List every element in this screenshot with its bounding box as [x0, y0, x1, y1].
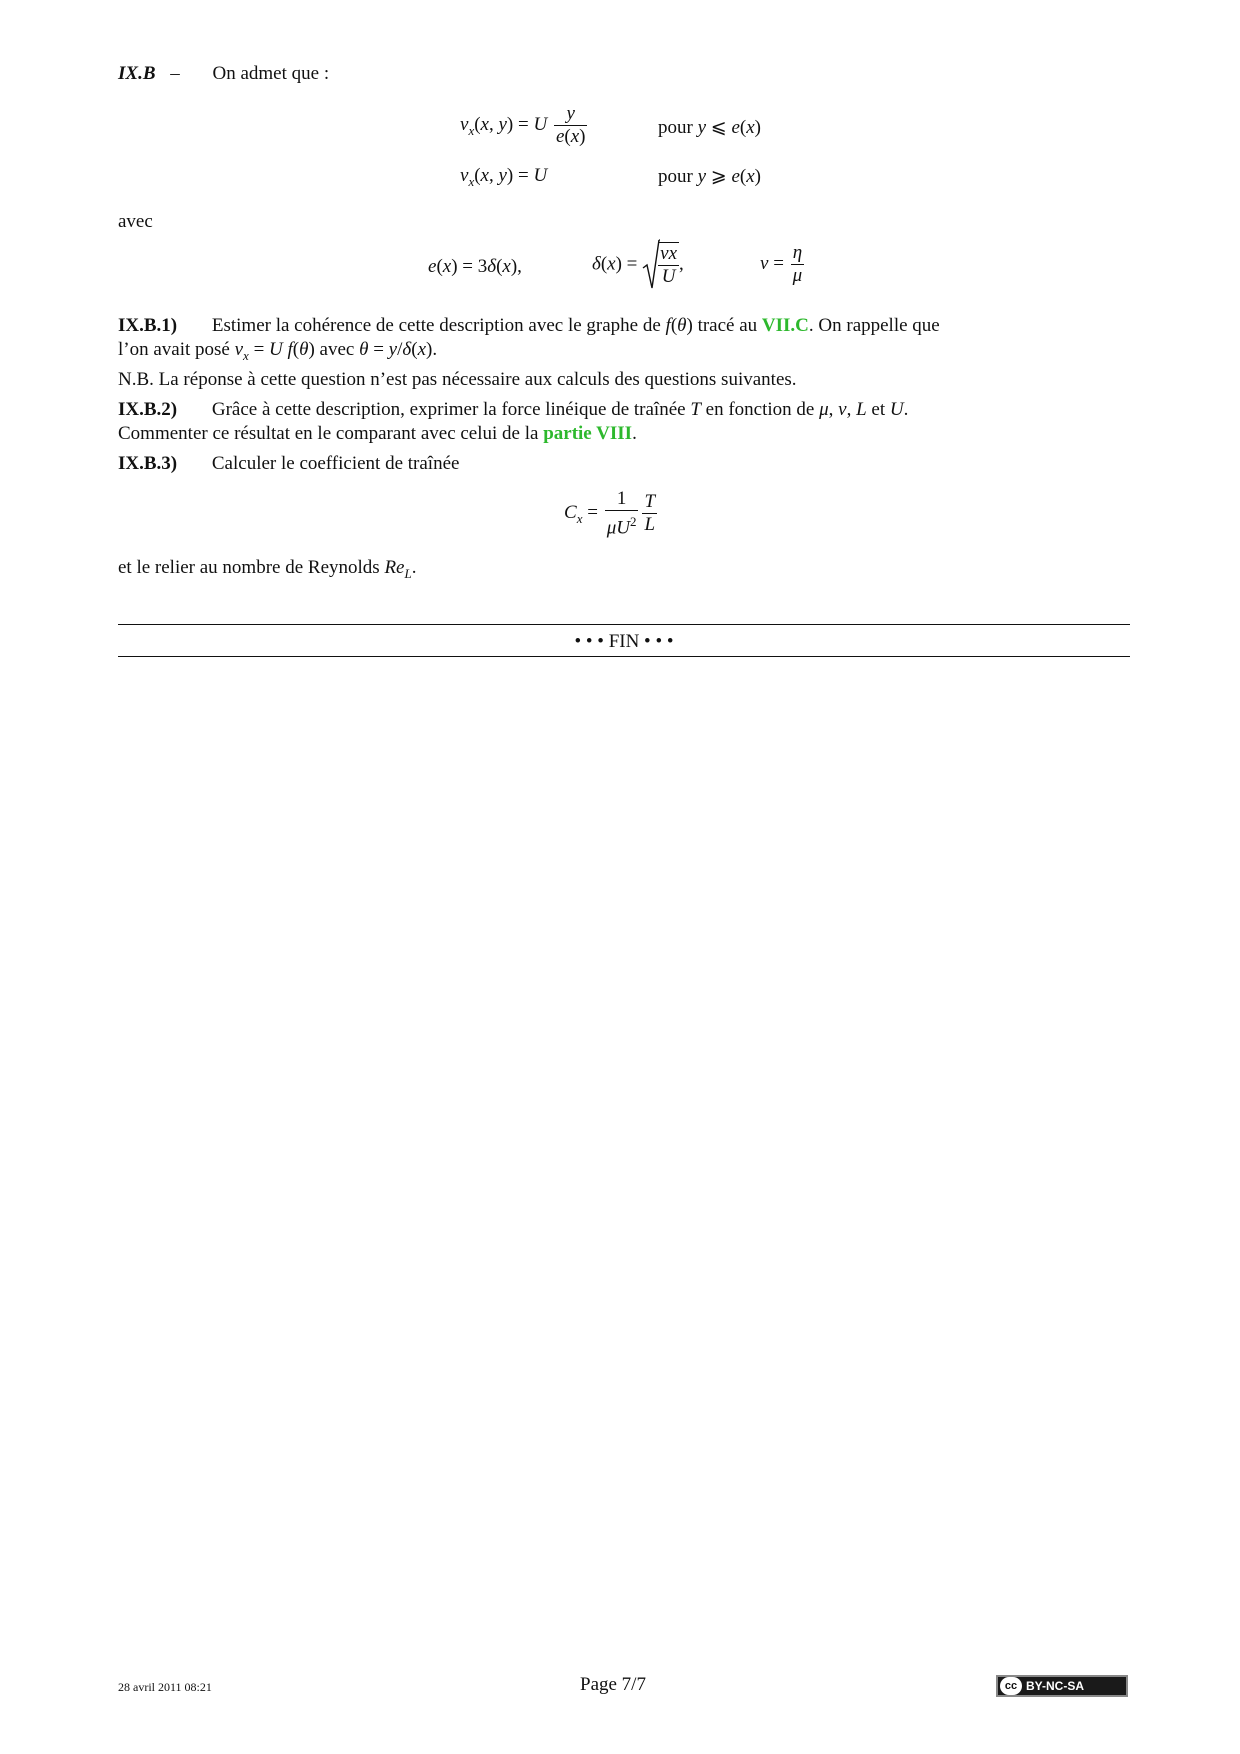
license-label: BY-NC-SA — [1026, 1679, 1085, 1693]
equation-cx: $C_x$ = $\frac{1}{\mu U^2}$ $\frac{T}{L}$ — [564, 488, 656, 539]
cc-icon: cc — [1000, 1677, 1022, 1695]
link-partie-viii[interactable]: partie VIII — [543, 423, 633, 444]
equation-definitions: e(x) = 3δ(x), — [428, 256, 522, 277]
avec-text: avec — [118, 211, 153, 232]
section-dash: – — [170, 63, 180, 84]
question-2-line2: Commenter ce résultat en le comparant avec celui de la partie VIII. — [118, 423, 637, 444]
equation-cond-above: pour y ⩾ e(x) — [658, 166, 761, 187]
divider-top — [118, 624, 1130, 625]
equation-cond-below: pour y ⩽ e(x) — [658, 117, 761, 138]
license-badge[interactable] — [996, 1675, 1128, 1697]
question-1-note: N.B. La réponse à cette question n’est pas nécessaire aux calculs des questions suivantes. — [118, 369, 797, 390]
section-intro: On admet que : — [212, 63, 330, 84]
question-1: IX.B.1) Estimer la cohérence de cette description avec le graphe de f(θ) tracé au VII.C. On rappelle que — [118, 315, 940, 336]
footer-date: 28 avril 2011 08:21 — [118, 1680, 212, 1694]
footer-page: Page 7/7 — [580, 1674, 646, 1695]
equation-delta: δ(x) = $\frac{\nu x}{U}$ , — [592, 242, 684, 288]
link-vii-c[interactable]: VII.C — [761, 315, 809, 336]
equation-nu: ν = $\frac{\eta}{\mu}$ — [760, 242, 803, 286]
divider-bottom — [118, 656, 1130, 657]
question-2: IX.B.2) Grâce à cette description, exprimer la force linéique de traînée T en fonction de μ, ν, L et U. — [118, 399, 909, 420]
question-3: IX.B.3) Calculer le coefficient de traînée — [118, 453, 460, 474]
end-marker: • • • FIN • • • — [574, 631, 674, 652]
equation-vx-above: $v_x(x$, y) = U — [460, 165, 548, 189]
question-3-reynolds: et le relier au nombre de Reynolds $Re_L$. — [118, 557, 417, 581]
question-1-line2: l’on avait posé $v_x = U$ f(θ) avec θ = y/δ(x). — [118, 339, 438, 363]
section-header — [118, 62, 329, 86]
equation-vx-below: $v_x(x$, y) = U $\frac{y}{e(x)}$ — [460, 103, 586, 147]
section-label: IX.B — [118, 63, 156, 84]
